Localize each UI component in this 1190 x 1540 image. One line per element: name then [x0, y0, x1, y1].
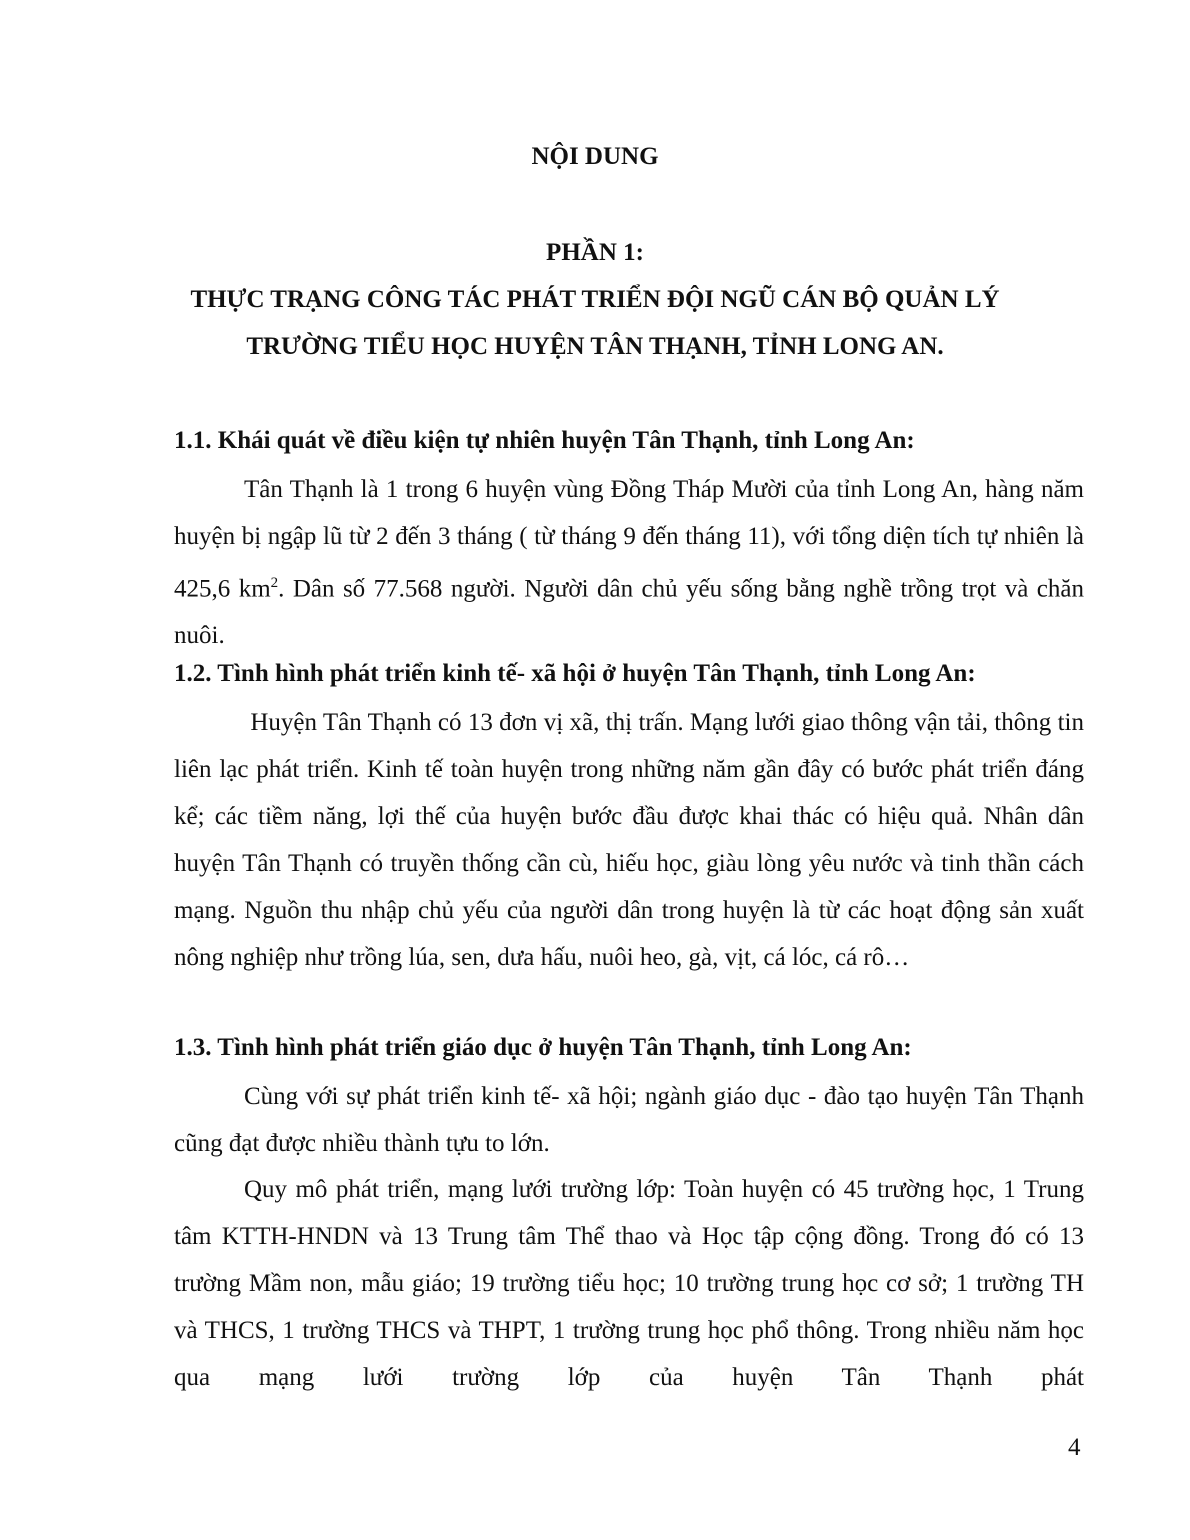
section-heading-1-3: 1.3. Tình hình phát triển giáo dục ở huyện Tân Thạnh, tỉnh Long An: [174, 1034, 912, 1061]
page-number: 4 [1068, 1434, 1081, 1461]
section-1-2-paragraph [174, 699, 1084, 981]
section-heading-1-2: 1.2. Tình hình phát triển kinh tế- xã hội ở huyện Tân Thạnh, tỉnh Long An: [174, 660, 976, 687]
section-1-3-paragraph-2 [174, 1166, 1084, 1401]
paragraph-text-before-superscript: Tân Thạnh là 1 trong 6 huyện vùng Đồng Tháp Mười của tỉnh Long An, hàng năm huyện bị ngập lũ từ 2 đến 3 tháng ( từ tháng 9 đến tháng 11), với tổng diện tích tự nhiên là 425,6 km [174, 476, 1084, 603]
part-title-line-1: THỰC TRẠNG CÔNG TÁC PHÁT TRIỂN ĐỘI NGŨ CÁN BỘ QUẢN LÝ [190, 286, 1000, 313]
area-unit-superscript: 2 [270, 575, 279, 591]
document-title: NỘI DUNG [531, 143, 659, 170]
paragraph-text: Cùng với sự phát triển kinh tế- xã hội; ngành giáo dục - đào tạo huyện Tân Thạnh cũng đạt được nhiều thành tựu to lớn. [174, 1083, 1084, 1157]
paragraph-text-after-superscript: . Dân số 77.568 người. Người dân chủ yếu sống bằng nghề trồng trọt và chăn nuôi. [174, 575, 1084, 650]
part-label: PHẦN 1: [546, 239, 644, 266]
section-1-3-paragraph-1 [174, 1073, 1084, 1167]
paragraph-text: Huyện Tân Thạnh có 13 đơn vị xã, thị trấn. Mạng lưới giao thông vận tải, thông tin liên lạc phát triển. Kinh tế toàn huyện trong những năm gần đây có bước phát triển đáng kể; các tiềm năng, lợi thế của huyện bước đầu được khai thác có hiệu quả. Nhân dân huyện Tân Thạnh có truyền thống cần cù, hiếu học, giàu lòng yêu nước và tinh thần cách mạng. Nguồn thu nhập chủ yếu của người dân trong huyện là từ các hoạt động sản xuất nông nghiệp như trồng lúa, sen, dưa hấu, nuôi heo, gà, vịt, cá lóc, cá rô… [174, 709, 1084, 971]
section-1-1-paragraph [174, 466, 1084, 659]
paragraph-text: Quy mô phát triển, mạng lưới trường lớp: Toàn huyện có 45 trường học, 1 Trung tâm KTTH-HNDN và 13 Trung tâm Thể thao và Học tập cộng đồng. Trong đó có 13 trường Mầm non, mẫu giáo; 19 trường tiểu học; 10 trường trung học cơ sở; 1 trường TH và THCS, 1 trường THCS và THPT, 1 trường trung học phổ thông. Trong nhiều năm học qua mạng lưới trường lớp của huyện Tân Thạnh phát [174, 1176, 1084, 1391]
part-title-line-2: TRƯỜNG TIỂU HỌC HUYỆN TÂN THẠNH, TỈNH LONG AN. [246, 333, 944, 360]
section-heading-1-1: 1.1. Khái quát về điều kiện tự nhiên huyện Tân Thạnh, tỉnh Long An: [174, 427, 915, 454]
